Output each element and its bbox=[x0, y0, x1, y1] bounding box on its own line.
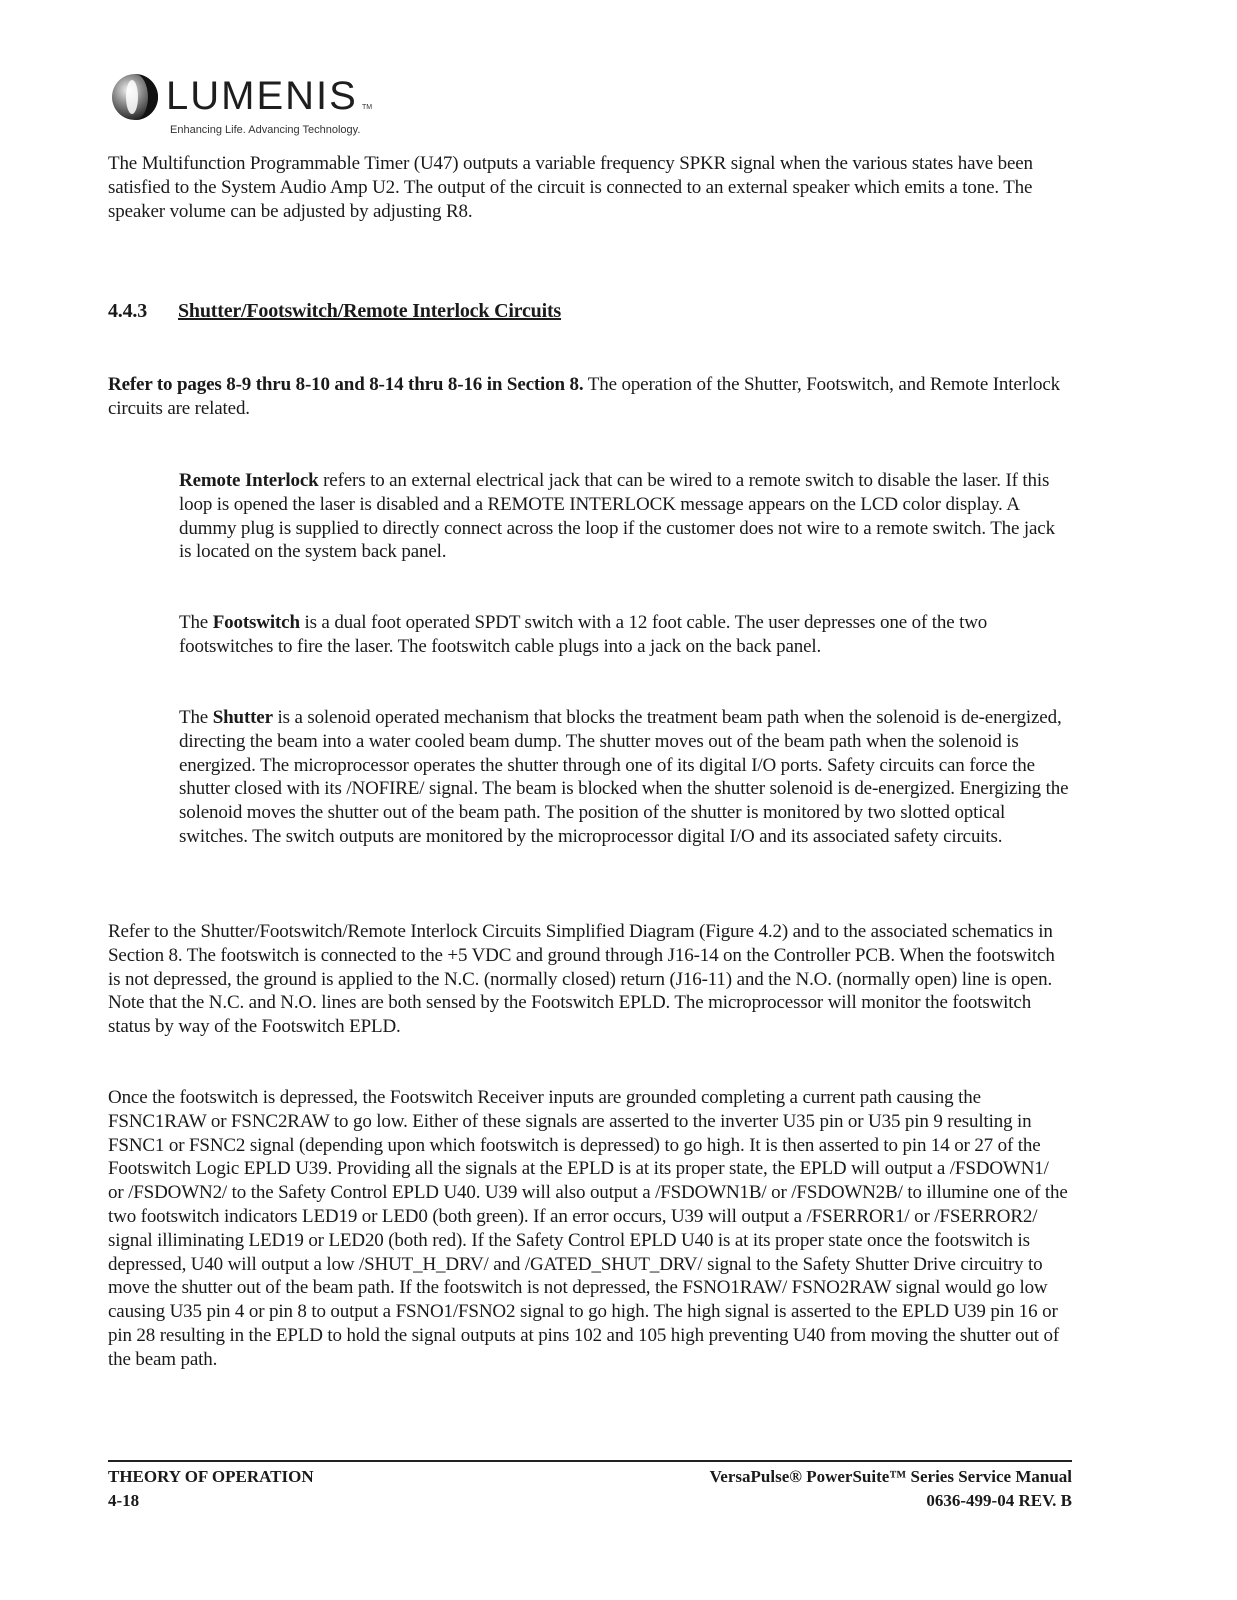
shutter-paragraph bbox=[179, 706, 1069, 849]
refer-bold: Refer to pages 8-9 thru 8-10 and 8-14 thru 8-16 in Section 8. bbox=[108, 374, 584, 395]
footswitch-term: Footswitch bbox=[212, 612, 300, 633]
refer-text: The operation of the Shutter, Footswitch, and Remote Interlock circuits are related. bbox=[108, 374, 1060, 419]
diagram-reference-paragraph: Refer to the Shutter/Footswitch/Remote Interlock Circuits Simplified Diagram (Figure 4.2) and to the associated schematics in Section 8. The footswitch is connected to the +5 VDC and ground through J16-14 on the Controller PCB. When the footswitch is not depressed, the ground is applied to the N.C. (normally closed) return (J16-11) and the N.O. (normally open) line is open. Note that the N.C. and N.O. lines are both sensed by the Footswitch EPLD. The microprocessor will monitor the footswitch status by way of the Footswitch EPLD. bbox=[108, 921, 1055, 1038]
footer-page-number: 4-18 bbox=[108, 1491, 140, 1510]
intro-paragraph: The Multifunction Programmable Timer (U47) outputs a variable frequency SPKR signal when the various states have been satisfied to the System Audio Amp U2. The output of the circuit is connected to an external speaker which emits a tone. The speaker volume can be adjusted by adjusting R8. bbox=[108, 153, 1033, 222]
shutter-text: is a solenoid operated mechanism that blocks the treatment beam path when the solenoid is de-energized, directing the beam into a water cooled beam dump. The shutter moves out of the beam path when the solenoid is energized. The microprocessor operates the shutter through one of its digital I/O ports. Safety circuits can force the shutter closed with its /NOFIRE/ signal. The beam is blocked when the shutter solenoid is de-energized. Energizing the solenoid moves the shutter out of the beam path. The position of the shutter is monitored by two slotted optical switches. The switch outputs are monitored by the microprocessor digital I/O and its associated safety circuits. bbox=[179, 707, 1069, 847]
footer-doc-number: 0636-499-04 REV. B bbox=[926, 1491, 1072, 1510]
footer-left bbox=[108, 1465, 314, 1513]
remote-interlock-paragraph bbox=[179, 469, 1069, 564]
logo-wordmark: LUMENIS bbox=[166, 74, 358, 118]
shutter-pre: The bbox=[179, 707, 213, 728]
footer-section-name: THEORY OF OPERATION bbox=[108, 1467, 314, 1486]
footswitch-paragraph bbox=[179, 611, 1069, 659]
remote-interlock-term: Remote Interlock bbox=[179, 470, 319, 491]
lumenis-logo bbox=[110, 72, 410, 142]
refer-paragraph bbox=[108, 373, 1068, 421]
section-heading bbox=[108, 300, 561, 323]
remote-interlock-text: refers to an external electrical jack that can be wired to a remote switch to disable the laser. If this loop is opened the laser is disabled and a REMOTE INTERLOCK message appears on the LCD color display. A dummy plug is supplied to directly connect across the loop if the customer does not wire to a remote switch. The jack is located on the system back panel. bbox=[179, 470, 1055, 563]
footswitch-pre: The bbox=[179, 612, 213, 633]
footer-divider bbox=[108, 1460, 1072, 1462]
footer-manual-title: VersaPulse® PowerSuite™ Series Service Manual bbox=[709, 1467, 1072, 1486]
footswitch-depressed-paragraph: Once the footswitch is depressed, the Footswitch Receiver inputs are grounded completing a current path causing the FSNC1RAW or FSNC2RAW to go low. Either of these signals are asserted to the inverter U35 pin or U35 pin 9 resulting in FSNC1 or FSNC2 signal (depending upon which footswitch is depressed) to go high. It is then asserted to pin 14 or 27 of the Footswitch Logic EPLD U39. Providing all the signals at the EPLD is at its proper state, the EPLD will output a /FSDOWN1/ or /FSDOWN2/ to the Safety Control EPLD U40. U39 will also output a /FSDOWN1B/ or /FSDOWN2B/ to illumine one of the two footswitch indicators LED19 or LED0 (both green). If an error occurs, U39 will output a /FSERROR1/ or /FSERROR2/ signal illiminating LED19 or LED20 (both red). If the Safety Control EPLD U40 is at its proper state once the footswitch is depressed, U40 will output a low /SHUT_H_DRV/ and /GATED_SHUT_DRV/ signal to the Safety Shutter Drive circuitry to move the shutter out of the beam path. If the footswitch is not depressed, the FSNO1RAW/ FSNO2RAW signal would go low causing U35 pin 4 or pin 8 to output a FSNO1/FSNO2 signal to go high. The high signal is asserted to the EPLD U39 pin 16 or pin 28 resulting in the EPLD to hold the signal outputs at pins 102 and 105 high preventing U40 from moving the shutter out of the beam path. bbox=[108, 1087, 1068, 1370]
logo-trademark: TM bbox=[362, 104, 373, 111]
section-number: 4.4.3 bbox=[108, 300, 148, 322]
footer-right bbox=[710, 1465, 1072, 1513]
footswitch-text: is a dual foot operated SPDT switch with a 12 foot cable. The user depresses one of the two footswitches to fire the laser. The footswitch cable plugs into a jack on the back panel. bbox=[179, 612, 988, 657]
logo-tagline: Enhancing Life. Advancing Technology. bbox=[170, 124, 361, 136]
shutter-term: Shutter bbox=[212, 707, 273, 728]
lumenis-logo-icon bbox=[110, 72, 160, 122]
section-title: Shutter/Footswitch/Remote Interlock Circuits bbox=[178, 300, 561, 322]
